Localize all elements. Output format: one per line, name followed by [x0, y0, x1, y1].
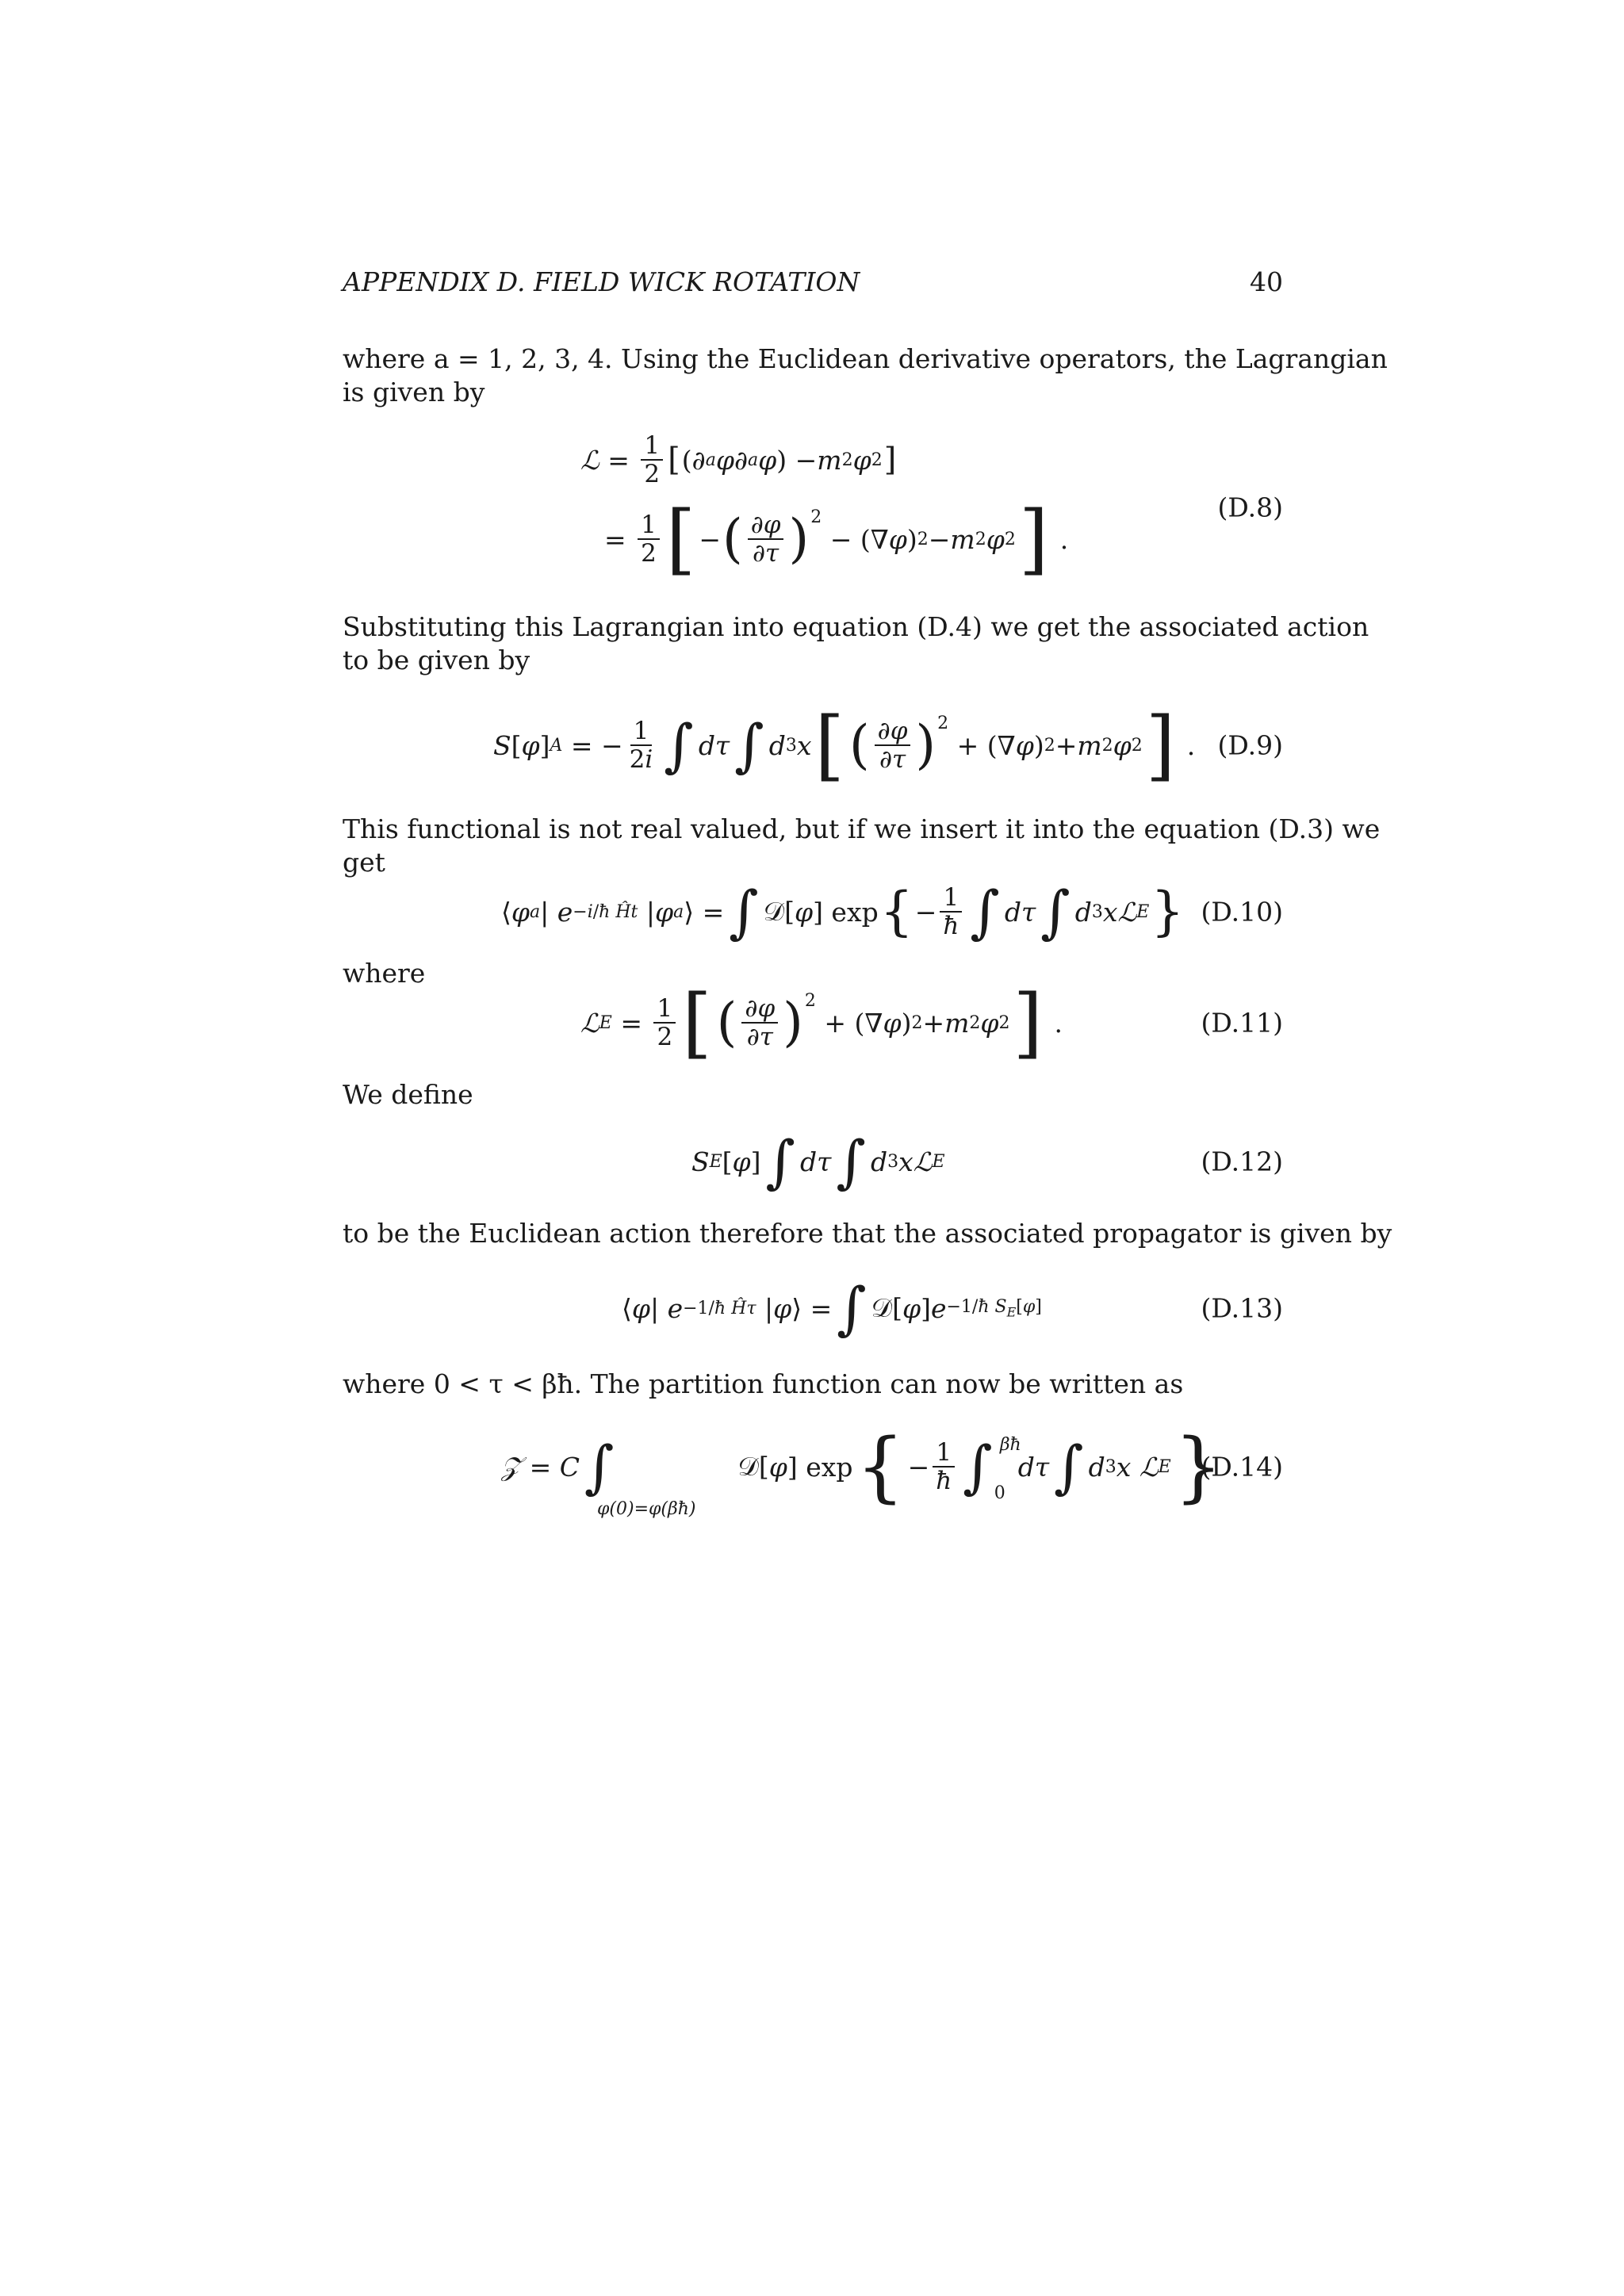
equation-d14 — [343, 1415, 1283, 1518]
paragraph-7-text: where 0 < τ < βħ. The partition function can now be written as — [343, 1368, 1184, 1399]
chapter-title: APPENDIX D. FIELD WICK ROTATION — [343, 266, 860, 297]
integral-lower-limit: 0 — [994, 1483, 1005, 1503]
equation-d13-body: ⟨ φ | e −1/ħ Ĥτ | φ ⟩ = ∫ 𝒟[ φ ] e −1/ħ $S_E[\varphi]$ — [622, 1275, 1042, 1341]
equation-d12-tag: (D.12) — [1201, 1146, 1283, 1177]
equation-d10 — [343, 872, 1283, 951]
paragraph-3-line-2: get — [343, 847, 385, 878]
equation-d12 — [343, 1118, 1283, 1205]
equation-d10-tag: (D.10) — [1201, 896, 1283, 928]
equation-d12-body: S E [ φ ] ∫ dτ ∫ d 3 x ℒ E — [691, 1128, 945, 1195]
paragraph-2 — [343, 610, 1369, 677]
paragraph-4-text: where — [343, 958, 426, 989]
integral-upper-limit: βħ — [999, 1435, 1021, 1455]
equation-d8-line-1: ℒ = $\frac{1}{2}$ [ (∂ a φ ∂ a φ ) − m 2 φ 2 ] — [580, 431, 897, 488]
paragraph-7 — [343, 1368, 1283, 1401]
paragraph-1-line-1: where a = 1, 2, 3, 4. Using the Euclidean derivative operators, the Lagrangian — [343, 343, 1388, 374]
equation-d11-tag: (D.11) — [1201, 1007, 1283, 1039]
paragraph-6 — [343, 1217, 1392, 1250]
equation-d8-line-2: = $\frac{1}{2}$ [ − ( $\frac{\partial\varphi}{\partial\tau}$ ) $^2$ − (∇ φ ) 2 − m 2 φ 2 ] . — [604, 495, 1069, 584]
equation-d9 — [343, 698, 1283, 793]
paragraph-2-line-2: to be given by — [343, 645, 530, 675]
paragraph-1 — [343, 342, 1388, 409]
paragraph-5 — [343, 1078, 1283, 1112]
equation-d11 — [343, 975, 1283, 1070]
paragraph-3 — [343, 813, 1381, 879]
equation-d10-body: ⟨ φ a | e −i/ħ Ĥt | φ a ⟩ = ∫ 𝒟[ φ ] exp { − $\frac{1}{ħ}$ ∫ dτ ∫ d 3 x ℒ E } — [501, 878, 1185, 945]
integral-domain-label: φ(0)=φ(βħ) — [597, 1499, 696, 1519]
equation-d9-body: S [ φ ] A = − $\frac{1}{2i}$ ∫ dτ ∫ d 3 x [ ( $\frac{\partial\varphi}{\partial\tau}$ ) $^2$ + (∇ φ ) 2 + m 2 φ 2 ] . — [493, 701, 1196, 790]
equation-d14-body: 𝒵 = C ∫ φ(0)=φ(βħ) 𝒟[ φ ] exp { − $\frac{1}{ħ}$ ∫ βħ 0 dτ ∫ d 3 x ℒ E } — [501, 1422, 1223, 1519]
page-number: 40 — [1250, 266, 1283, 297]
paragraph-5-text: We define — [343, 1079, 473, 1110]
equation-d14-tag: (D.14) — [1201, 1451, 1283, 1483]
equation-d13-tag: (D.13) — [1201, 1292, 1283, 1324]
paragraph-1-line-2: is given by — [343, 377, 485, 408]
equation-d13 — [343, 1265, 1283, 1352]
paragraph-3-line-1: This functional is not real valued, but if we insert it into the equation (D.3) we — [343, 813, 1381, 844]
running-head — [343, 266, 1283, 297]
paragraph-6-text: to be the Euclidean action therefore that the associated propagator is given by — [343, 1218, 1392, 1249]
equation-d8 — [343, 428, 1283, 587]
equation-d11-body: ℒ E = $\frac{1}{2}$ [ ( $\frac{\partial\varphi}{\partial\tau}$ ) $^2$ + (∇ φ ) 2 + m 2 φ 2 ] . — [580, 978, 1063, 1067]
paragraph-2-line-1: Substituting this Lagrangian into equation (D.4) we get the associated action — [343, 611, 1369, 642]
equation-d9-tag: (D.9) — [1217, 729, 1283, 761]
equation-d8-tag: (D.8) — [1217, 492, 1283, 523]
